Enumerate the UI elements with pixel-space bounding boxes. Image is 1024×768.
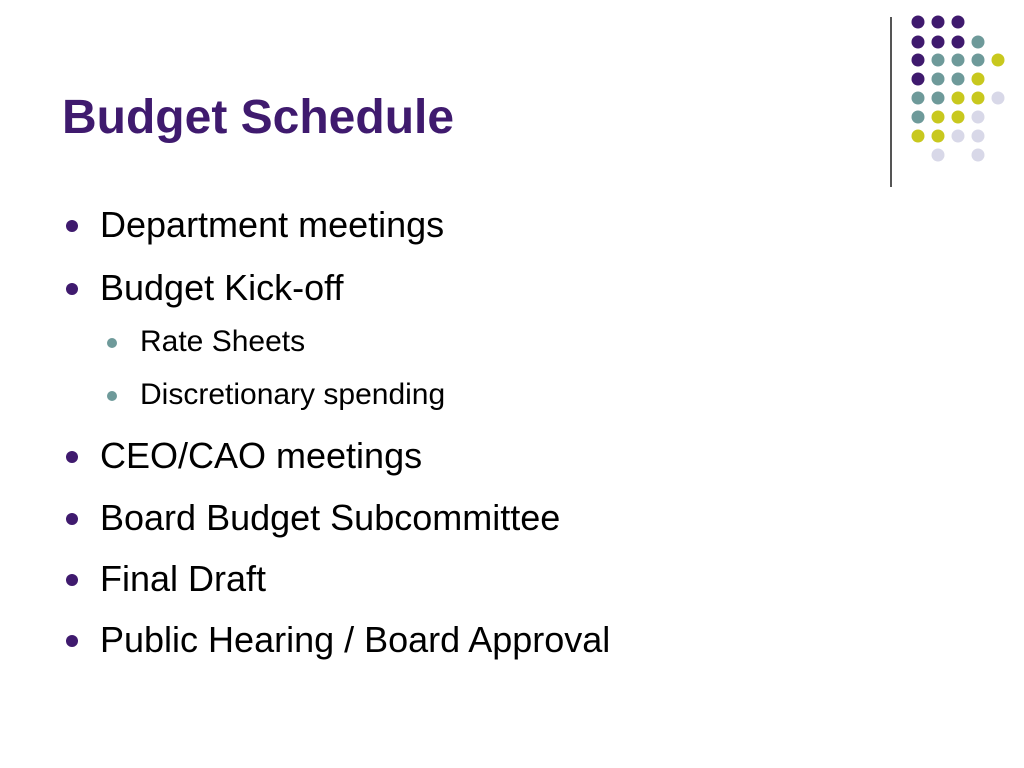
- bullet-marker: [66, 635, 78, 647]
- sub-bullet-marker: [107, 338, 117, 348]
- bullet-item-department-meetings: Department meetings: [100, 204, 445, 245]
- sub-bullet-item-discretionary-spending: Discretionary spending: [140, 378, 446, 411]
- bullet-marker: [66, 451, 78, 463]
- bullet-item-ceo-cao-meetings: CEO/CAO meetings: [100, 435, 423, 476]
- bullet-marker: [66, 220, 78, 232]
- slide-title: Budget Schedule: [62, 91, 455, 144]
- bullet-item-board-budget-subcommittee: Board Budget Subcommittee: [100, 497, 561, 538]
- bullet-marker: [66, 283, 78, 295]
- bullet-item-public-hearing: Public Hearing / Board Approval: [100, 619, 611, 660]
- sub-bullet-marker: [107, 391, 117, 401]
- bullet-marker: [66, 513, 78, 525]
- sub-bullet-item-rate-sheets: Rate Sheets: [140, 325, 306, 358]
- bullet-marker: [66, 574, 78, 586]
- bullet-item-budget-kickoff: Budget Kick-off: [100, 267, 344, 308]
- bullet-item-final-draft: Final Draft: [100, 558, 267, 599]
